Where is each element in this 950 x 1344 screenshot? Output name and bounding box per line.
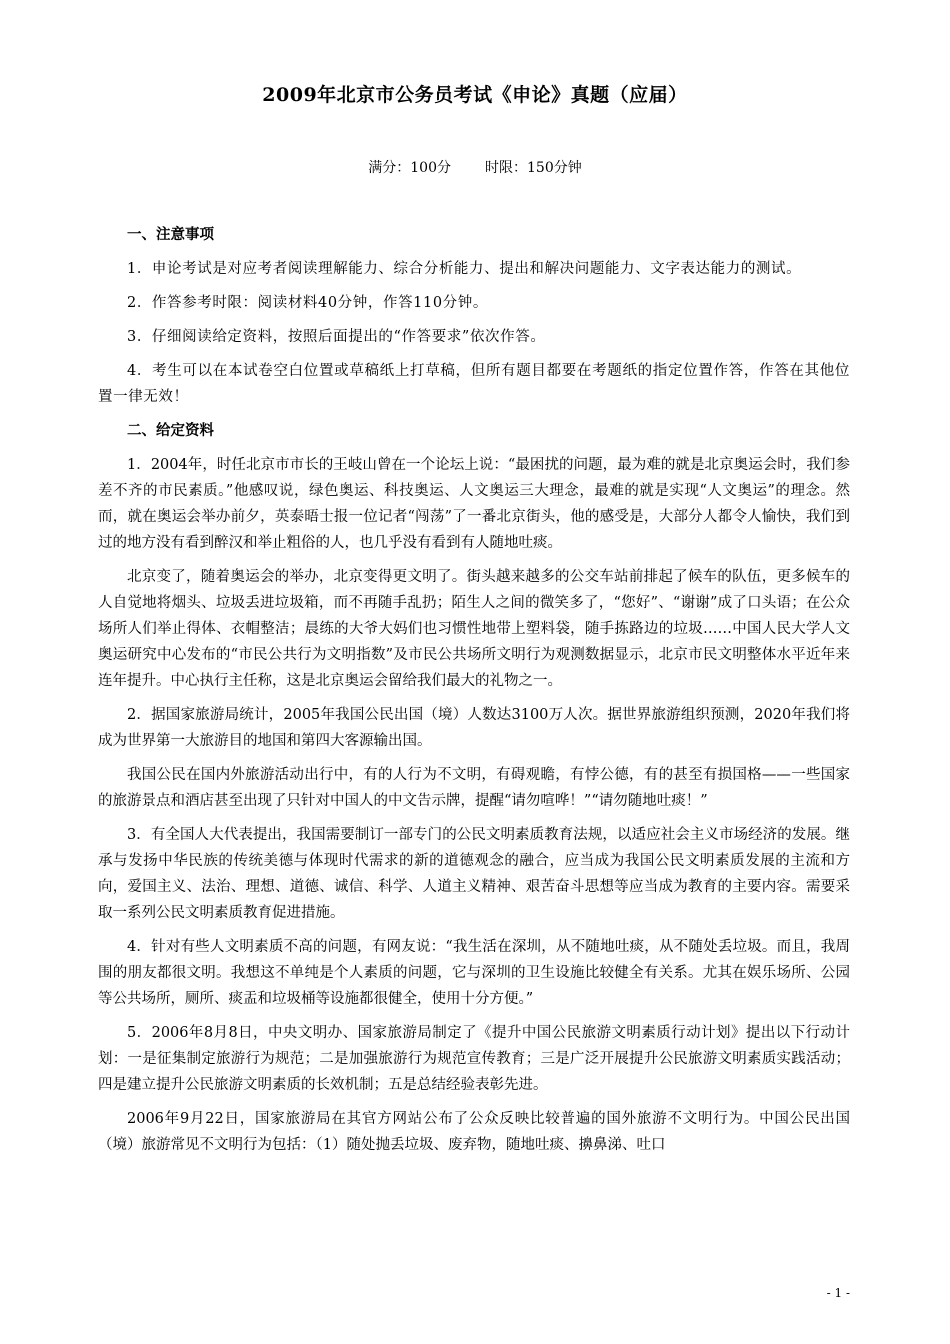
material-paragraph: 2006年9月22日，国家旅游局在其官方网站公布了公众反映比较普遍的国外旅游不文明行为。中国公民出国（境）旅游常见不文明行为包括：（1）随处抛丢垃圾、废弃物，随地吐痰、擤鼻涕、吐口 [98, 1111, 850, 1153]
material-paragraph: 5．2006年8月8日，中央文明办、国家旅游局制定了《提升中国公民旅游文明素质行动计划》提出以下行动计划：一是征集制定旅游行为规范；二是加强旅游行为规范宣传教育；三是广泛开展提升公民旅游文明素质实践活动；四是建立提升公民旅游文明素质的长效机制；五是总结经验表彰先进。 [98, 1025, 850, 1093]
time-limit-info: 时限：150分钟 [485, 160, 582, 176]
material-paragraph: 2．据国家旅游局统计，2005年我国公民出国（境）人数达3100万人次。据世界旅游组织预测，2020年我们将成为世界第一大旅游目的地国和第四大客源输出国。 [98, 707, 850, 749]
notice-item: 3．仔细阅读给定资料，按照后面提出的“作答要求”依次作答。 [127, 329, 546, 345]
material-paragraph: 3．有全国人大代表提出，我国需要制订一部专门的公民文明素质教育法规，以适应社会主义市场经济的发展。继承与发扬中华民族的传统美德与体现时代需求的新的道德观念的融合，应当成为我国公民文明素质发展的主流和方向，爱国主义、法治、理想、道德、诚信、科学、人道主义精神、艰苦奋斗思想等应当成为教育的主要内容。需要采取一系列公民文明素质教育促进措施。 [98, 827, 850, 921]
notice-item: 2．作答参考时限：阅读材料40分钟，作答110分钟。 [127, 295, 488, 311]
section-heading-notice: 一、注意事项 [127, 226, 214, 243]
material-paragraph: 4．针对有些人文明素质不高的问题，有网友说：“我生活在深圳，从不随地吐痰，从不随处丢垃圾。而且，我周围的朋友都很文明。我想这不单纯是个人素质的问题，它与深圳的卫生设施比较健全有关系。尤其在娱乐场所、公园等公共场所，厕所、痰盂和垃圾桶等设施都很健全，使用十分方便。” [98, 939, 850, 1007]
exam-info [0, 157, 950, 177]
score-info: 满分：100分 [368, 160, 451, 176]
page-number: - 1 - [826, 1286, 850, 1300]
section-heading-materials: 二、给定资料 [127, 422, 214, 439]
material-paragraph: 北京变了，随着奥运会的举办，北京变得更文明了。街头越来越多的公交车站前排起了候车的队伍，更多候车的人自觉地将烟头、垃圾丢进垃圾箱，而不再随手乱扔；陌生人之间的微笑多了，“您好”、“谢谢”成了口头语；在公众场所人们举止得体、衣帽整洁；晨练的大爷大妈们也习惯性地带上塑料袋，随手拣路边的垃圾……中国人民大学人文奥运研究中心发布的“市民公共行为文明指数”及市民公共场所文明行为观测数据显示，北京市民文明整体水平近年来连年提升。中心执行主任称，这是北京奥运会留给我们最大的礼物之一。 [98, 569, 850, 689]
material-paragraph: 我国公民在国内外旅游活动出行中，有的人行为不文明，有碍观瞻，有悖公德，有的甚至有损国格——一些国家的旅游景点和酒店甚至出现了只针对中国人的中文告示牌，提醒“请勿喧哗！”“请勿随地吐痰！” [98, 767, 850, 809]
notice-item: 4．考生可以在本试卷空白位置或草稿纸上打草稿，但所有题目都要在考题纸的指定位置作答，作答在其他位置一律无效！ [98, 363, 850, 405]
material-paragraph: 1．2004年，时任北京市市长的王岐山曾在一个论坛上说：“最困扰的问题，最为难的就是北京奥运会时，我们参差不齐的市民素质。”他感叹说，绿色奥运、科技奥运、人文奥运三大理念，最难的就是实现“人文奥运”的理念。然而，就在奥运会举办前夕，英泰晤士报一位记者“闯荡”了一番北京街头，他的感受是，大部分人都令人愉快，我们到过的地方没有看到醉汉和举止粗俗的人，也几乎没有看到有人随地吐痰。 [98, 457, 850, 551]
notice-item: 1．申论考试是对应考者阅读理解能力、综合分析能力、提出和解决问题能力、文字表达能力的测试。 [127, 261, 802, 277]
document-body [98, 222, 850, 1166]
document-title: 2009年北京市公务员考试《申论》真题（应届） [262, 84, 688, 106]
